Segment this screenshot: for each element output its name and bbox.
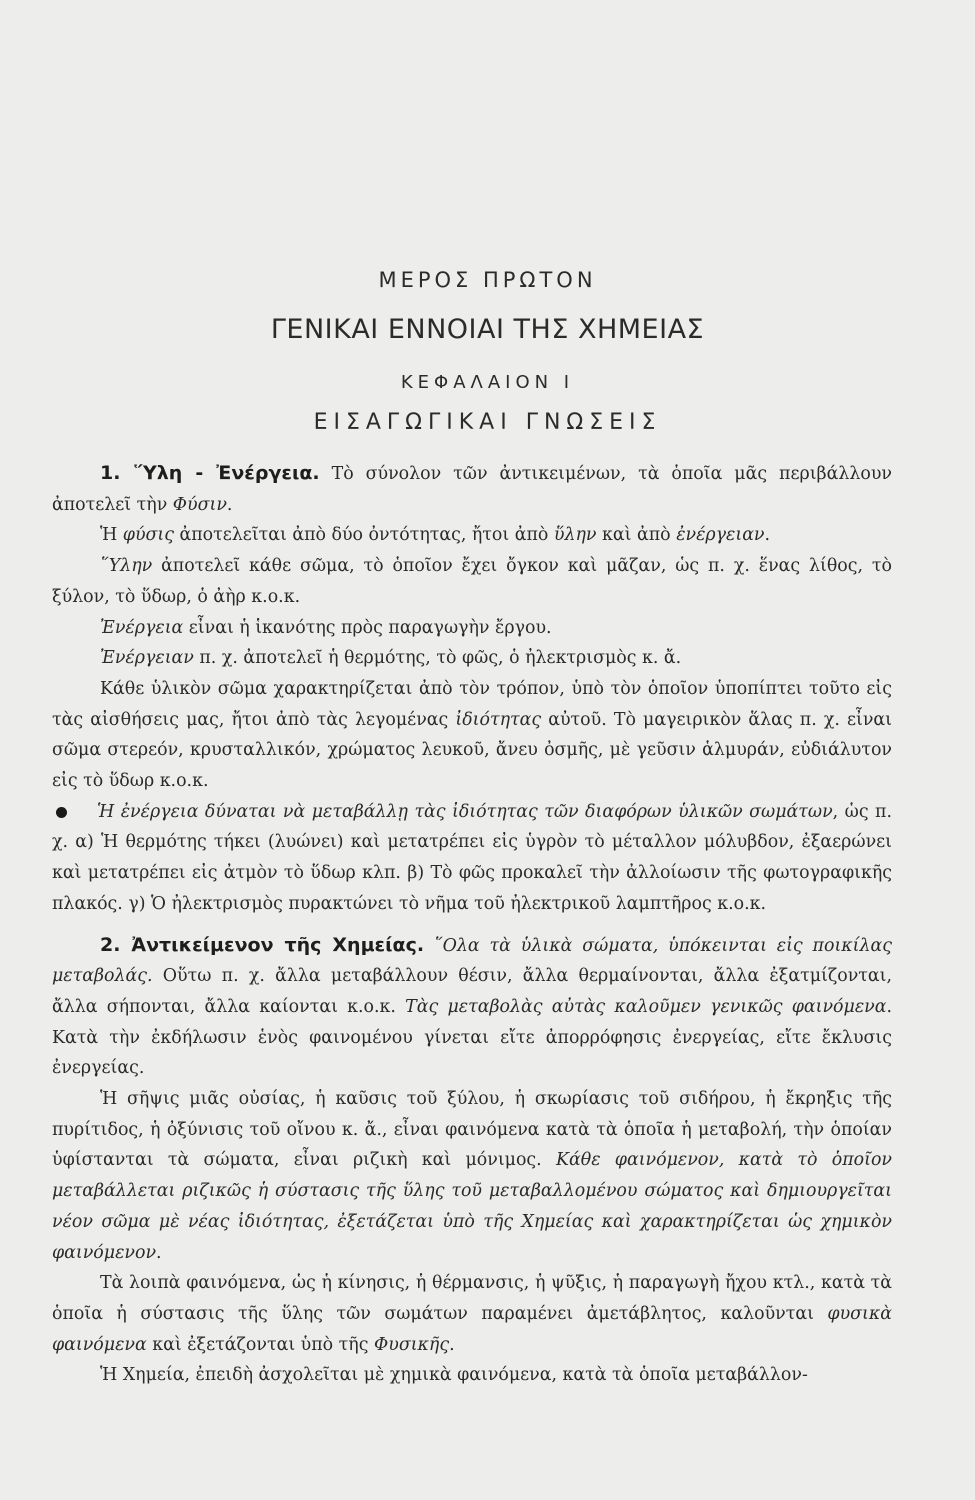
section2-paragraph1 bbox=[52, 930, 892, 1085]
text-run: καὶ ἐξετάζονται ὑπὸ τῆς bbox=[146, 1334, 374, 1355]
text-run: Κάθε ὑλικὸν σῶμα χαρακτηρίζεται ἀπὸ τὸν τρόπον, ὑπὸ τὸν ὁποῖον ὑποπίπτει τοῦτο εἰς τὰς αἰσθήσεις μας, ἤτοι ἀπὸ τὰς λεγομένας bbox=[52, 678, 892, 730]
text-run: . bbox=[156, 1242, 162, 1263]
section1-paragraph2 bbox=[52, 520, 892, 551]
chapter-label: ΚΕΦΑΛΑΙΟΝ Ι bbox=[400, 372, 575, 393]
section1-paragraph6 bbox=[52, 674, 892, 797]
italic-run: ἰδιότητας bbox=[455, 709, 542, 730]
text-run: Οὕτω π. χ. ἄλλα μεταβάλλουν θέσιν, ἄλλα θερμαίνονται, ἄλλα ἐξατμίζονται, ἄλλα σήπονται, ἄλλα καίονται κ.ο.κ. bbox=[52, 966, 892, 1017]
section2-heading: 2. Ἀντικείμενον τῆς Χημείας. bbox=[100, 933, 425, 956]
text-run: Τὰ λοιπὰ φαινόμενα, ὡς ἡ κίνησις, ἡ θέρμανσις, ἡ ψῦξις, ἡ παραγωγὴ ἤχου κτλ., κατὰ τὰ ὁποῖα ἡ σύστασις τῆς ὕλης τῶν σωμάτων παραμένει ἀμετάβλητος, καλοῦνται bbox=[52, 1273, 892, 1324]
italic-run: Ἐνέργειαν bbox=[100, 648, 194, 669]
text-run: ἀποτελεῖται ἀπὸ δύο ὀντότητας, ἤτοι ἀπὸ bbox=[173, 525, 554, 546]
text-run: αὐτοῦ. Τὸ μαγειρικὸν ἅλας π. χ. εἶναι σῶμα στερεόν, κρυσταλλικόν, χρώματος λευκοῦ, ἄνευ ὀσμῆς, μὲ γεῦσιν ἁλμυράν, εὐδιάλυτον εἰς τὸ ὕδωρ κ.ο.κ. bbox=[52, 709, 892, 792]
text-run: , ὡς π. χ. α) Ἡ θερμότης τήκει (λυώνει) καὶ μετατρέπει εἰς ὑγρὸν τὸ μέταλλον μόλυβδον, ἐξαερώνει καὶ μετατρέπει εἰς ἀτμὸν τὸ ὕδωρ κλπ. β) Τὸ φῶς προκαλεῖ τὴν ἀλλοίωσιν τῆς φωτογραφικῆς πλακός. γ) Ὁ ἠλεκτρισμὸς πυρακτώνει τὸ νῆμα τοῦ ἠλεκτρικοῦ λαμπτῆρος κ.ο.κ. bbox=[52, 801, 893, 914]
italic-run: Φύσιν bbox=[172, 494, 227, 515]
italic-run: ἐνέργειαν bbox=[676, 525, 765, 546]
text-run: καὶ ἀπὸ bbox=[596, 525, 677, 546]
section1-paragraph3 bbox=[52, 551, 892, 612]
text-run: . bbox=[226, 494, 233, 515]
italic-run: Ἐνέργεια bbox=[100, 617, 184, 638]
bullet-icon bbox=[56, 807, 67, 818]
section1-paragraph7 bbox=[52, 797, 892, 920]
section2-paragraph3 bbox=[52, 1268, 892, 1360]
text-run: . Κατὰ τὴν ἐκδήλωσιν ἑνὸς φαινομένου γίνεται εἴτε ἀπορρόφησις ἐνεργείας, εἴτε ἔκλυσις ἐνεργείας. bbox=[52, 996, 892, 1079]
text-run: Τὸ σύνολον τῶν ἀντικειμένων, τὰ ὁποῖα μᾶς περιβάλλουν ἀποτελεῖ τὴν bbox=[52, 464, 892, 515]
text-run: εἶναι ἡ ἱκανότης πρὸς παραγωγὴν ἔργου. bbox=[183, 617, 552, 638]
chapter-title: ΕΙΣΑΓΩΓΙΚΑΙ ΓΝΩΣΕΙΣ bbox=[313, 410, 662, 435]
italic-run: ὕλην bbox=[553, 525, 597, 546]
text-run: . bbox=[449, 1334, 455, 1355]
section2-paragraph4: Ἡ Χημεία, ἐπειδὴ ἀσχολεῖται μὲ χημικὰ φαινόμενα, κατὰ τὰ ὁποῖα μεταβάλλον- bbox=[100, 1365, 808, 1386]
section1-paragraph4 bbox=[52, 613, 892, 644]
italic-run: φυσικὰ φαινόμενα bbox=[52, 1303, 892, 1355]
text-run: Ἡ σῆψις μιᾶς οὐσίας, ἡ καῦσις τοῦ ξύλου, ἡ σκωρίασις τοῦ σιδήρου, ἡ ἔκρηξις τῆς πυρίτιδος, ἡ ὀξύνισις τοῦ οἴνου κ. ἄ., εἶναι φαινόμενα κατὰ τὰ ὁποῖα ἡ μεταβολή, τὴν ὁποίαν ὑφίστανται τὰ σώματα, εἶναι ριζικὴ καὶ μόνιμος. bbox=[52, 1089, 892, 1171]
italic-run: Ἡ ἐνέργεια δύναται νὰ μεταβάλλῃ τὰς ἰδιότητας τῶν διαφόρων ὑλικῶν σωμάτων bbox=[97, 801, 833, 822]
text-run: Ἡ bbox=[100, 525, 123, 546]
part-title: ΜΕΡΟΣ ΠΡΩΤΟΝ bbox=[378, 268, 597, 292]
italic-run: ῞Υλην bbox=[100, 556, 153, 577]
italic-run: Τὰς μεταβολὰς αὐτὰς καλοῦμεν γενικῶς φαινόμενα bbox=[405, 996, 887, 1017]
section1-heading: 1. ῞Υλη - Ἐνέργεια. bbox=[100, 462, 320, 484]
italic-run: Κάθε φαινόμενον, κατὰ τὸ ὁποῖον μεταβάλλεται ριζικῶς ἡ σύστασις τῆς ὕλης τοῦ μεταβαλλομένου σώματος καὶ δημιουργεῖται νέον σῶμα μὲ νέας ἰδιότητας, ἐξετάζεται ὑπὸ τῆς Χημείας καὶ χαρακτηρίζεται ὡς χημικὸν φαινόμενον bbox=[52, 1150, 892, 1263]
main-title: ΓΕΝΙΚΑΙ ΕΝΝΟΙΑΙ ΤΗΣ ΧΗΜΕΙΑΣ bbox=[270, 314, 705, 345]
section2-paragraph2 bbox=[52, 1084, 892, 1268]
italic-run: φύσις bbox=[122, 525, 174, 546]
body-text bbox=[52, 458, 892, 1391]
section1-paragraph5 bbox=[52, 643, 892, 674]
text-run: . bbox=[764, 525, 771, 546]
text-run: π. χ. ἀποτελεῖ ἡ θερμότης, τὸ φῶς, ὁ ἠλεκτρισμὸς κ. ἄ. bbox=[193, 648, 682, 669]
section1-paragraph1 bbox=[52, 458, 892, 520]
text-run: ἀποτελεῖ κάθε σῶμα, τὸ ὁποῖον ἔχει ὄγκον καὶ μᾶζαν, ὡς π. χ. ἕνας λίθος, τὸ ξύλον, τὸ ὕδωρ, ὁ ἀὴρ κ.ο.κ. bbox=[52, 556, 892, 607]
italic-run: Φυσικῆς bbox=[374, 1334, 450, 1355]
italic-run: ῞Ολα τὰ ὑλικὰ σώματα, ὑπόκεινται εἰς ποικίλας μεταβολάς. bbox=[52, 935, 892, 987]
